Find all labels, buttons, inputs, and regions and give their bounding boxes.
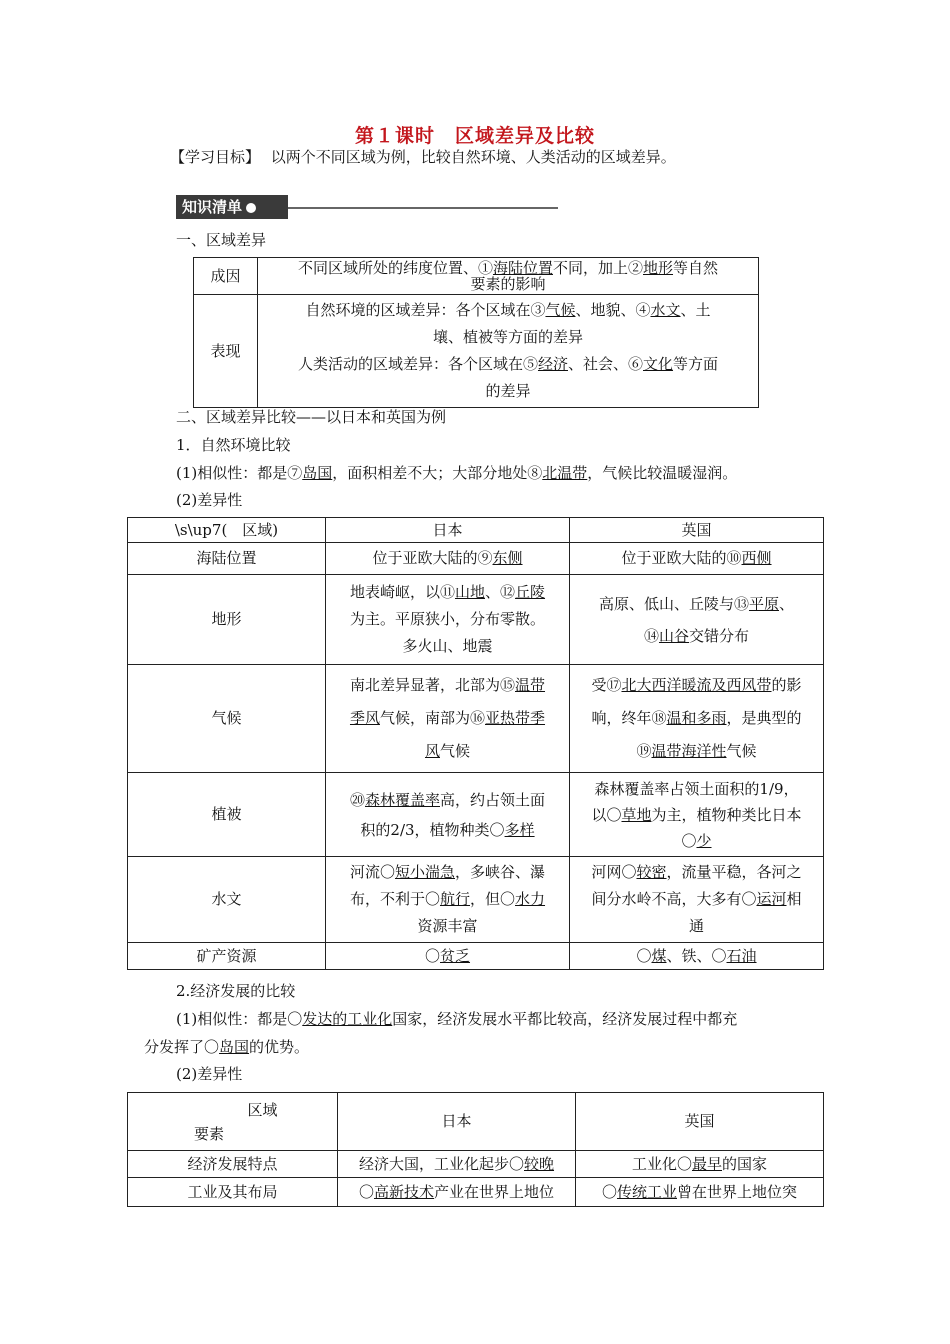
difference-1-heading: (2)差异性 bbox=[176, 491, 243, 509]
text: 、社会、⑥ bbox=[567, 355, 643, 373]
cell-japan bbox=[338, 1178, 576, 1207]
text: 气候 bbox=[440, 742, 471, 760]
answer: 煤 bbox=[651, 947, 667, 965]
economy-table bbox=[127, 1092, 824, 1207]
answer: 海陆位置 bbox=[492, 259, 553, 277]
text: 〇 bbox=[424, 947, 440, 965]
table-row bbox=[128, 575, 824, 665]
text: 人类活动的区域差异：各个区域在⑤ bbox=[297, 355, 538, 373]
row-header: 气候 bbox=[128, 665, 326, 773]
text: 、铁、〇 bbox=[666, 947, 727, 965]
cell-japan bbox=[326, 857, 570, 943]
text: 、 bbox=[779, 594, 795, 613]
similarity-2-line2 bbox=[144, 1036, 309, 1058]
cause-header: 成因 bbox=[194, 258, 258, 295]
text: 产业在世界上地位 bbox=[434, 1183, 555, 1201]
row-header: 海陆位置 bbox=[128, 543, 326, 575]
header-element: 要素 bbox=[194, 1124, 225, 1143]
manifestation-header: 表现 bbox=[194, 295, 258, 408]
answer: 少 bbox=[696, 831, 712, 850]
cell-uk bbox=[576, 1151, 824, 1178]
text: (1)相似性：都是〇 bbox=[176, 1010, 303, 1028]
row-header: 地形 bbox=[128, 575, 326, 665]
answer: 东侧 bbox=[492, 549, 523, 567]
answer: 季风 bbox=[349, 709, 380, 727]
answer: 山谷 bbox=[658, 626, 689, 645]
text: 气候 bbox=[726, 742, 757, 760]
cell-japan bbox=[326, 665, 570, 773]
text: 〇 bbox=[681, 831, 697, 850]
column-header-uk: 英国 bbox=[576, 1093, 824, 1151]
text: 资源丰富 bbox=[417, 917, 478, 935]
answer: 短小湍急 bbox=[394, 863, 455, 881]
text: 〇 bbox=[636, 947, 652, 965]
answer: 岛国 bbox=[219, 1038, 250, 1056]
text: 河网〇 bbox=[591, 863, 637, 881]
answer: 风 bbox=[424, 742, 440, 760]
text: 间分水岭不高，大多有〇 bbox=[591, 890, 757, 908]
table-row bbox=[128, 543, 824, 575]
row-header: 植被 bbox=[128, 773, 326, 857]
table-row bbox=[128, 665, 824, 773]
answer: 较密 bbox=[636, 863, 667, 881]
text: ，但〇 bbox=[470, 890, 516, 908]
answer: 经济 bbox=[537, 355, 568, 373]
text: 国家，经济发展水平都比较高，经济发展过程中都充 bbox=[392, 1010, 738, 1028]
text: (1)相似性：都是⑦ bbox=[176, 464, 303, 482]
section-2-heading: 二、区域差异比较——以日本和英国为例 bbox=[176, 408, 447, 426]
text: 交错分布 bbox=[689, 626, 750, 645]
answer: 西侧 bbox=[741, 549, 772, 567]
objective-text: 以两个不同区域为例，比较自然环境、人类活动的区域差异。 bbox=[270, 148, 676, 166]
answer: 岛国 bbox=[302, 464, 333, 482]
column-header-uk: 英国 bbox=[570, 518, 824, 543]
row-header: 矿产资源 bbox=[128, 943, 326, 970]
row-header: 水文 bbox=[128, 857, 326, 943]
text: 分发挥了〇 bbox=[144, 1038, 220, 1056]
answer: 贫乏 bbox=[440, 947, 471, 965]
cause-cell bbox=[258, 258, 759, 295]
table-row bbox=[194, 295, 759, 408]
text: 位于亚欧大陆的⑩ bbox=[621, 549, 742, 567]
text: 经济大国，工业化起步〇 bbox=[358, 1155, 524, 1173]
text: 森林覆盖率占领土面积的1/9， bbox=[594, 779, 799, 798]
table-header-row bbox=[128, 1093, 824, 1151]
answer: 森林覆盖率 bbox=[364, 790, 440, 809]
text: 的差异 bbox=[485, 382, 531, 400]
answer: 发达的工业化 bbox=[302, 1010, 393, 1028]
text: 为主，植物种类比日本 bbox=[651, 805, 802, 824]
corner-header bbox=[128, 1093, 338, 1151]
text: 的国家 bbox=[722, 1155, 768, 1173]
badge-label: 知识清单 bbox=[182, 198, 243, 216]
subsection-natural-env: 1．自然环境比较 bbox=[176, 436, 291, 454]
cell-uk bbox=[570, 665, 824, 773]
answer: 最早 bbox=[691, 1155, 722, 1173]
text: 、地貌、④ bbox=[575, 301, 651, 319]
cell-uk bbox=[570, 943, 824, 970]
corner-header: \s\up7( 区域) bbox=[128, 518, 326, 543]
answer: 平原 bbox=[748, 594, 779, 613]
page-title: 第１课时 区域差异及比较 bbox=[354, 125, 595, 147]
cell-uk bbox=[576, 1178, 824, 1207]
answer: 丘陵 bbox=[515, 583, 546, 601]
answer: 水文 bbox=[650, 301, 681, 319]
objective-tag: 【学习目标】 bbox=[170, 148, 261, 166]
text: 为主。平原狭小，分布零散。 bbox=[349, 610, 545, 628]
cell-japan bbox=[326, 943, 570, 970]
text: 〇 bbox=[358, 1183, 374, 1201]
cell-japan bbox=[338, 1151, 576, 1178]
text: 、⑫ bbox=[485, 583, 516, 601]
table-row bbox=[194, 258, 759, 295]
row-header: 经济发展特点 bbox=[128, 1151, 338, 1178]
section-1-heading: 一、区域差异 bbox=[176, 231, 267, 249]
column-header-japan: 日本 bbox=[326, 518, 570, 543]
text: ，是典型的 bbox=[726, 709, 802, 727]
text: 河流〇 bbox=[349, 863, 395, 881]
text: ，面积相差不大；大部分地处⑧ bbox=[332, 464, 543, 482]
answer: 亚热带季 bbox=[485, 709, 546, 727]
cell-japan bbox=[326, 543, 570, 575]
text: 通 bbox=[688, 917, 704, 935]
text: 受⑰ bbox=[591, 676, 622, 694]
answer: 北大西洋暖流及西风带 bbox=[621, 676, 772, 694]
row-header: 工业及其布局 bbox=[128, 1178, 338, 1207]
text: 地表崎岖，以⑪ bbox=[349, 583, 455, 601]
table-row bbox=[128, 773, 824, 857]
answer: 较晚 bbox=[524, 1155, 555, 1173]
answer: 气候 bbox=[545, 301, 576, 319]
answer: 航行 bbox=[439, 890, 470, 908]
text: 高，约占领土面 bbox=[440, 790, 546, 809]
text: 以〇 bbox=[591, 805, 622, 824]
answer: 传统工业 bbox=[616, 1183, 677, 1201]
natural-env-table bbox=[127, 517, 824, 970]
text: 位于亚欧大陆的⑨ bbox=[372, 549, 493, 567]
answer: 温和多雨 bbox=[666, 709, 727, 727]
text: 高原、低山、丘陵与⑬ bbox=[598, 594, 749, 613]
text: 响，终年⑱ bbox=[591, 709, 667, 727]
text: ，多峡谷、瀑 bbox=[455, 863, 546, 881]
text: 工业化〇 bbox=[631, 1155, 692, 1173]
regional-difference-table bbox=[193, 257, 759, 408]
text: 气候，南部为⑯ bbox=[379, 709, 485, 727]
answer: 温带 bbox=[515, 676, 546, 694]
knowledge-list-badge bbox=[176, 195, 288, 219]
text: ⑭ bbox=[643, 626, 659, 645]
text: 要素的影响 bbox=[470, 275, 546, 293]
answer: 多样 bbox=[504, 820, 535, 839]
learning-objective bbox=[170, 146, 676, 168]
text: 多火山、地震 bbox=[402, 637, 493, 655]
answer: 水力 bbox=[515, 890, 546, 908]
text: 的优势。 bbox=[249, 1038, 310, 1056]
text: ，流量平稳，各河之 bbox=[666, 863, 802, 881]
text: 布，不利于〇 bbox=[349, 890, 440, 908]
text: 曾在世界上地位突 bbox=[677, 1183, 798, 1201]
cell-japan bbox=[326, 575, 570, 665]
text: 等自然 bbox=[673, 259, 719, 277]
manifestation-cell bbox=[258, 295, 759, 408]
table-row bbox=[128, 943, 824, 970]
table-row bbox=[128, 857, 824, 943]
text: 相 bbox=[786, 890, 802, 908]
answer: 山地 bbox=[454, 583, 485, 601]
answer: 文化 bbox=[643, 355, 674, 373]
text: ⑳ bbox=[349, 790, 365, 809]
text: ，气候比较温暖湿润。 bbox=[587, 464, 738, 482]
answer: 地形 bbox=[643, 259, 674, 277]
bullet-icon bbox=[246, 203, 256, 213]
cell-japan bbox=[326, 773, 570, 857]
table-header-row bbox=[128, 518, 824, 543]
text: 不同区域所处的纬度位置、① bbox=[297, 259, 493, 277]
answer: 高新技术 bbox=[373, 1183, 434, 1201]
cell-uk bbox=[570, 575, 824, 665]
text: 自然环境的区域差异：各个区域在③ bbox=[305, 301, 546, 319]
answer: 温带海洋性 bbox=[651, 742, 727, 760]
answer: 运河 bbox=[756, 890, 787, 908]
cell-uk bbox=[570, 857, 824, 943]
text: 积的2/3，植物种类〇 bbox=[360, 820, 505, 839]
divider bbox=[288, 207, 558, 209]
cell-uk bbox=[570, 543, 824, 575]
subsection-economy: 2.经济发展的比较 bbox=[176, 982, 296, 1000]
similarity-2-line1 bbox=[176, 1008, 737, 1030]
answer: 北温带 bbox=[542, 464, 588, 482]
cell-uk bbox=[570, 773, 824, 857]
column-header-japan: 日本 bbox=[338, 1093, 576, 1151]
table-row bbox=[128, 1178, 824, 1207]
text: 壤、植被等方面的差异 bbox=[432, 328, 583, 346]
text: 不同，加上② bbox=[552, 259, 643, 277]
text: 〇 bbox=[601, 1183, 617, 1201]
table-row bbox=[128, 1151, 824, 1178]
text: 南北差异显著，北部为⑮ bbox=[349, 676, 515, 694]
similarity-1 bbox=[176, 462, 737, 484]
answer: 草地 bbox=[621, 805, 652, 824]
text: ⑲ bbox=[636, 742, 652, 760]
header-region: 区域 bbox=[247, 1100, 278, 1119]
text: 、土 bbox=[680, 301, 711, 319]
text: 的影 bbox=[771, 676, 802, 694]
text: 等方面 bbox=[673, 355, 719, 373]
difference-2-heading: (2)差异性 bbox=[176, 1065, 243, 1083]
answer: 石油 bbox=[726, 947, 757, 965]
